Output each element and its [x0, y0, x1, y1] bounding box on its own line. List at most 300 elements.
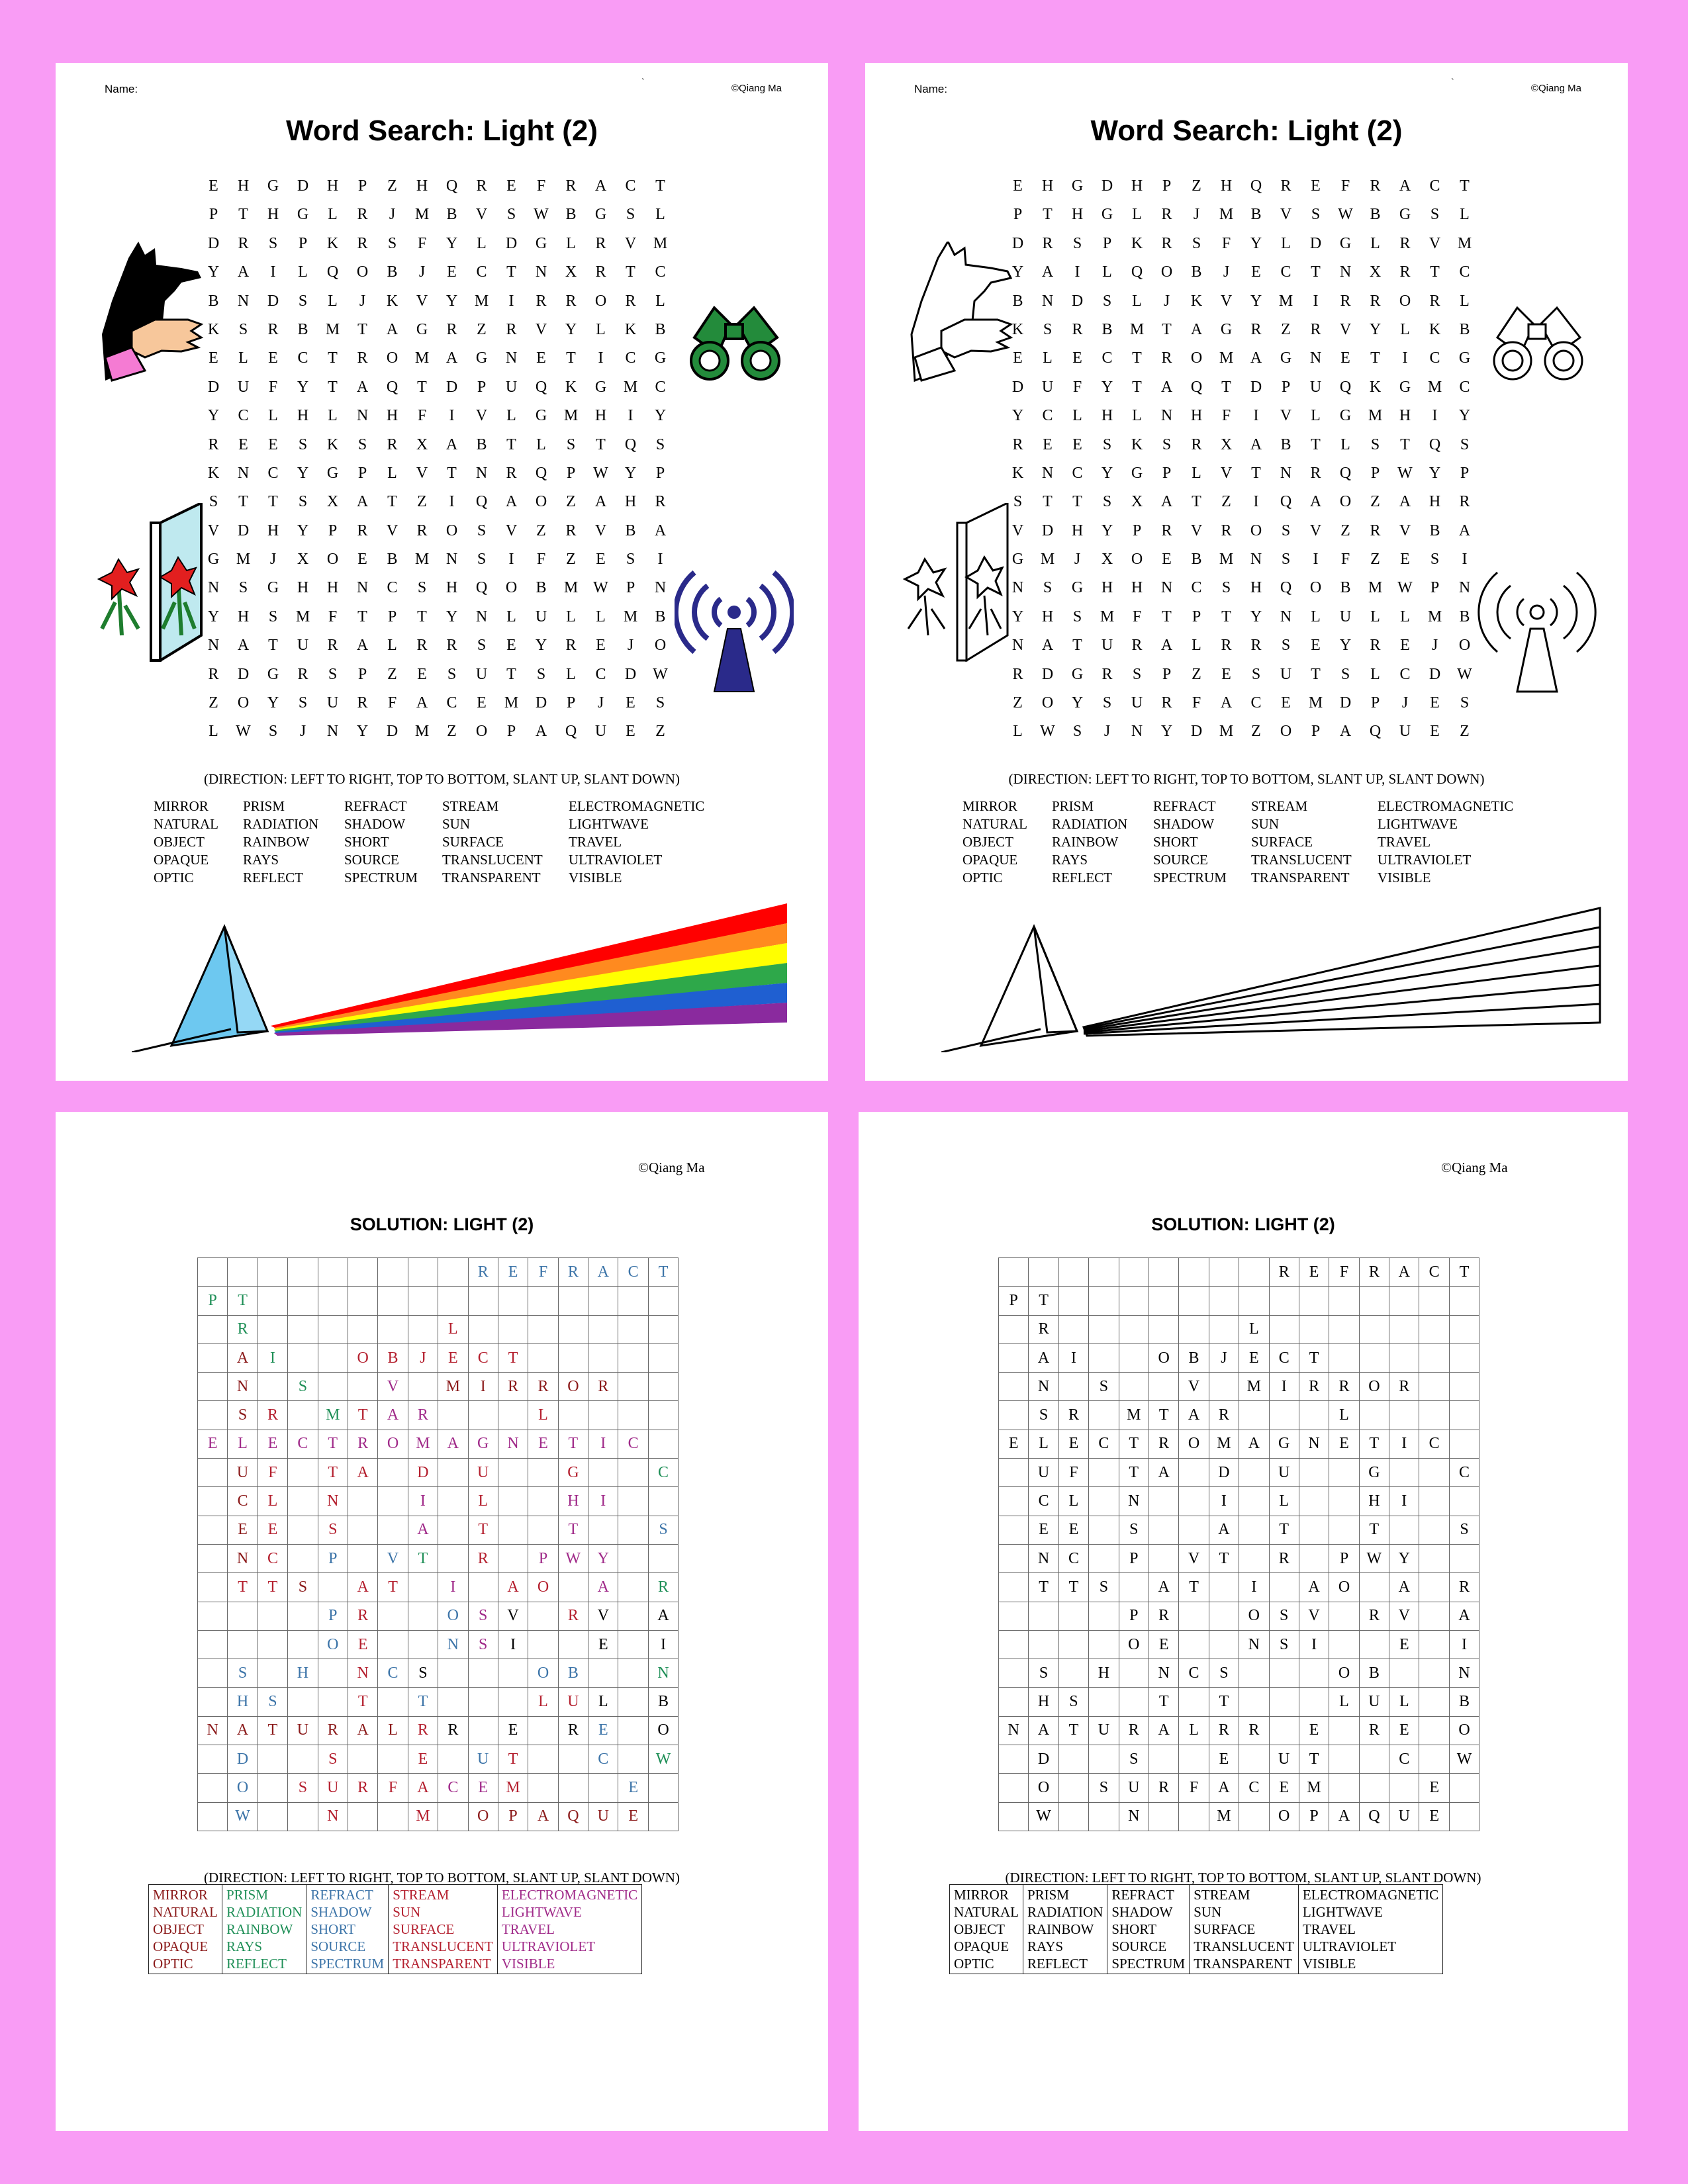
- grid-letter[interactable]: R: [565, 522, 577, 539]
- grid-letter[interactable]: F: [417, 234, 427, 252]
- grid-letter[interactable]: M: [623, 608, 638, 625]
- grid-letter[interactable]: Y: [445, 234, 458, 252]
- grid-letter[interactable]: E: [626, 694, 635, 712]
- grid-letter[interactable]: G: [207, 551, 220, 569]
- grid-letter[interactable]: R: [595, 263, 606, 281]
- grid-letter[interactable]: M: [414, 349, 430, 367]
- grid-letter[interactable]: Q: [624, 435, 637, 453]
- grid-letter[interactable]: L: [238, 349, 248, 367]
- grid-letter[interactable]: Q: [1131, 263, 1143, 281]
- grid-letter[interactable]: L: [655, 292, 665, 310]
- grid-letter[interactable]: G: [1339, 407, 1352, 425]
- grid-letter[interactable]: Q: [1190, 378, 1203, 396]
- grid-letter[interactable]: S: [1102, 435, 1112, 453]
- grid-letter[interactable]: R: [595, 234, 606, 252]
- grid-letter[interactable]: Y: [1101, 522, 1113, 539]
- grid-letter[interactable]: A: [445, 349, 458, 367]
- grid-letter[interactable]: Y: [1160, 723, 1173, 741]
- grid-letter[interactable]: E: [447, 263, 457, 281]
- grid-letter[interactable]: H: [445, 579, 458, 597]
- grid-letter[interactable]: M: [1368, 407, 1383, 425]
- grid-letter[interactable]: S: [1072, 723, 1082, 741]
- grid-letter[interactable]: H: [1250, 579, 1262, 597]
- grid-letter[interactable]: S: [1460, 435, 1470, 453]
- grid-letter[interactable]: H: [1101, 579, 1113, 597]
- grid-letter[interactable]: R: [506, 320, 517, 338]
- grid-letter[interactable]: H: [1131, 177, 1143, 195]
- grid-letter[interactable]: E: [596, 551, 606, 569]
- grid-letter[interactable]: G: [1458, 349, 1471, 367]
- grid-letter[interactable]: Y: [207, 407, 220, 425]
- grid-letter[interactable]: T: [1072, 637, 1082, 655]
- grid-letter[interactable]: R: [476, 177, 487, 195]
- grid-letter[interactable]: Q: [1339, 378, 1352, 396]
- grid-letter[interactable]: R: [1250, 320, 1262, 338]
- grid-letter[interactable]: L: [1072, 407, 1082, 425]
- grid-letter[interactable]: T: [268, 493, 278, 511]
- grid-letter[interactable]: M: [1368, 579, 1383, 597]
- grid-letter[interactable]: S: [1132, 665, 1142, 683]
- grid-letter[interactable]: C: [1072, 464, 1083, 482]
- grid-letter[interactable]: J: [1431, 637, 1438, 655]
- grid-letter[interactable]: N: [1458, 579, 1471, 597]
- grid-letter[interactable]: S: [238, 579, 248, 597]
- grid-letter[interactable]: J: [418, 263, 426, 281]
- grid-letter[interactable]: J: [627, 637, 634, 655]
- grid-letter[interactable]: S: [1102, 694, 1112, 712]
- grid-letter[interactable]: H: [386, 407, 399, 425]
- grid-letter[interactable]: K: [1011, 320, 1024, 338]
- grid-letter[interactable]: H: [1041, 177, 1054, 195]
- grid-letter[interactable]: R: [1221, 522, 1232, 539]
- grid-letter[interactable]: M: [414, 551, 430, 569]
- grid-letter[interactable]: E: [596, 637, 606, 655]
- grid-letter[interactable]: T: [1221, 608, 1231, 625]
- grid-letter[interactable]: Y: [297, 522, 309, 539]
- grid-letter[interactable]: P: [1370, 464, 1380, 482]
- grid-letter[interactable]: T: [1370, 349, 1380, 367]
- grid-letter[interactable]: R: [416, 522, 428, 539]
- grid-letter[interactable]: L: [268, 407, 278, 425]
- grid-letter[interactable]: C: [625, 349, 636, 367]
- grid-letter[interactable]: L: [1013, 723, 1023, 741]
- grid-letter[interactable]: V: [416, 464, 428, 482]
- grid-letter[interactable]: E: [626, 723, 635, 741]
- grid-letter[interactable]: I: [598, 349, 604, 367]
- grid-letter[interactable]: P: [328, 522, 338, 539]
- grid-letter[interactable]: E: [1281, 694, 1291, 712]
- grid-letter[interactable]: N: [1041, 464, 1054, 482]
- grid-letter[interactable]: T: [328, 378, 338, 396]
- grid-letter[interactable]: J: [1401, 694, 1409, 712]
- grid-letter[interactable]: D: [1339, 694, 1352, 712]
- grid-letter[interactable]: N: [356, 407, 369, 425]
- grid-letter[interactable]: G: [416, 320, 428, 338]
- grid-letter[interactable]: D: [1041, 522, 1054, 539]
- grid-letter[interactable]: C: [267, 464, 279, 482]
- grid-letter[interactable]: W: [1397, 579, 1413, 597]
- grid-letter[interactable]: V: [535, 320, 547, 338]
- grid-letter[interactable]: R: [506, 464, 517, 482]
- grid-letter[interactable]: I: [1313, 551, 1319, 569]
- grid-letter[interactable]: T: [506, 665, 516, 683]
- grid-letter[interactable]: W: [534, 206, 549, 224]
- grid-letter[interactable]: C: [1459, 378, 1470, 396]
- grid-letter[interactable]: T: [566, 349, 576, 367]
- grid-letter[interactable]: N: [356, 579, 369, 597]
- grid-letter[interactable]: D: [445, 378, 458, 396]
- grid-letter[interactable]: O: [356, 263, 369, 281]
- grid-letter[interactable]: B: [297, 320, 308, 338]
- grid-letter[interactable]: Y: [1101, 464, 1113, 482]
- grid-letter[interactable]: N: [1250, 551, 1262, 569]
- grid-letter[interactable]: J: [269, 551, 277, 569]
- grid-letter[interactable]: Y: [1011, 608, 1024, 625]
- grid-letter[interactable]: A: [386, 320, 399, 338]
- grid-letter[interactable]: S: [1072, 608, 1082, 625]
- grid-letter[interactable]: C: [1042, 407, 1053, 425]
- grid-letter[interactable]: T: [655, 177, 665, 195]
- grid-letter[interactable]: S: [387, 234, 397, 252]
- grid-letter[interactable]: U: [1101, 637, 1113, 655]
- grid-letter[interactable]: O: [445, 522, 458, 539]
- grid-letter[interactable]: Z: [1192, 665, 1201, 683]
- grid-letter[interactable]: U: [1309, 378, 1322, 396]
- grid-letter[interactable]: E: [1430, 694, 1440, 712]
- grid-letter[interactable]: I: [449, 407, 455, 425]
- grid-letter[interactable]: L: [328, 206, 338, 224]
- grid-letter[interactable]: Y: [1011, 407, 1024, 425]
- grid-letter[interactable]: D: [386, 723, 399, 741]
- grid-letter[interactable]: Y: [1369, 320, 1382, 338]
- grid-letter[interactable]: R: [297, 665, 308, 683]
- grid-letter[interactable]: R: [387, 435, 398, 453]
- grid-letter[interactable]: E: [238, 435, 248, 453]
- grid-letter[interactable]: I: [1253, 493, 1259, 511]
- grid-letter[interactable]: O: [535, 493, 547, 511]
- grid-letter[interactable]: P: [566, 464, 576, 482]
- grid-letter[interactable]: I: [1432, 407, 1438, 425]
- grid-letter[interactable]: Y: [1429, 464, 1441, 482]
- grid-letter[interactable]: Z: [536, 522, 546, 539]
- grid-letter[interactable]: P: [1132, 522, 1142, 539]
- grid-letter[interactable]: T: [387, 493, 397, 511]
- grid-letter[interactable]: O: [505, 579, 518, 597]
- grid-letter[interactable]: L: [328, 407, 338, 425]
- grid-letter[interactable]: D: [237, 665, 250, 683]
- grid-letter[interactable]: Q: [535, 378, 547, 396]
- grid-letter[interactable]: O: [1339, 493, 1352, 511]
- grid-letter[interactable]: C: [1102, 349, 1113, 367]
- grid-letter[interactable]: T: [506, 263, 516, 281]
- grid-letter[interactable]: A: [654, 522, 667, 539]
- grid-letter[interactable]: F: [1221, 407, 1231, 425]
- grid-letter[interactable]: Y: [267, 694, 279, 712]
- grid-letter[interactable]: R: [565, 292, 577, 310]
- grid-letter[interactable]: R: [1012, 435, 1023, 453]
- grid-letter[interactable]: N: [535, 263, 547, 281]
- grid-letter[interactable]: Z: [655, 723, 665, 741]
- grid-letter[interactable]: E: [209, 177, 218, 195]
- grid-letter[interactable]: H: [267, 522, 279, 539]
- grid-letter[interactable]: G: [1280, 349, 1292, 367]
- grid-letter[interactable]: V: [207, 522, 220, 539]
- grid-letter[interactable]: D: [237, 522, 250, 539]
- grid-letter[interactable]: M: [1040, 551, 1055, 569]
- grid-letter[interactable]: C: [655, 263, 666, 281]
- grid-letter[interactable]: S: [298, 493, 308, 511]
- grid-letter[interactable]: J: [299, 723, 306, 741]
- grid-letter[interactable]: G: [267, 579, 279, 597]
- grid-letter[interactable]: B: [1340, 579, 1351, 597]
- grid-letter[interactable]: X: [326, 493, 339, 511]
- grid-letter[interactable]: U: [326, 694, 339, 712]
- grid-letter[interactable]: I: [449, 493, 455, 511]
- grid-letter[interactable]: S: [1251, 665, 1261, 683]
- grid-letter[interactable]: F: [1072, 378, 1082, 396]
- grid-letter[interactable]: W: [653, 665, 668, 683]
- grid-letter[interactable]: R: [416, 637, 428, 655]
- grid-letter[interactable]: L: [1400, 320, 1410, 338]
- grid-letter[interactable]: T: [268, 637, 278, 655]
- grid-letter[interactable]: O: [1250, 522, 1262, 539]
- grid-letter[interactable]: S: [1430, 551, 1440, 569]
- grid-letter[interactable]: F: [417, 407, 427, 425]
- grid-letter[interactable]: V: [1220, 464, 1233, 482]
- grid-letter[interactable]: H: [416, 177, 428, 195]
- grid-letter[interactable]: C: [625, 177, 636, 195]
- grid-letter[interactable]: C: [238, 407, 249, 425]
- grid-letter[interactable]: A: [1160, 637, 1173, 655]
- grid-letter[interactable]: G: [1071, 579, 1084, 597]
- grid-letter[interactable]: I: [1074, 263, 1080, 281]
- grid-letter[interactable]: L: [1460, 206, 1470, 224]
- grid-letter[interactable]: N: [475, 608, 488, 625]
- grid-letter[interactable]: T: [238, 206, 248, 224]
- grid-letter[interactable]: P: [477, 378, 487, 396]
- grid-letter[interactable]: B: [387, 263, 398, 281]
- grid-letter[interactable]: Z: [1013, 694, 1023, 712]
- grid-letter[interactable]: G: [1101, 206, 1113, 224]
- grid-letter[interactable]: P: [1430, 579, 1440, 597]
- grid-letter[interactable]: L: [387, 464, 397, 482]
- grid-letter[interactable]: J: [1223, 263, 1230, 281]
- grid-letter[interactable]: K: [1190, 292, 1203, 310]
- grid-letter[interactable]: S: [298, 694, 308, 712]
- grid-letter[interactable]: K: [326, 435, 339, 453]
- grid-letter[interactable]: M: [563, 407, 579, 425]
- grid-letter[interactable]: E: [268, 349, 278, 367]
- grid-letter[interactable]: R: [625, 292, 636, 310]
- grid-letter[interactable]: L: [655, 206, 665, 224]
- grid-letter[interactable]: O: [1190, 349, 1203, 367]
- grid-letter[interactable]: Z: [1281, 320, 1291, 338]
- grid-letter[interactable]: S: [238, 320, 248, 338]
- grid-letter[interactable]: K: [1369, 378, 1382, 396]
- grid-letter[interactable]: D: [1250, 378, 1262, 396]
- grid-letter[interactable]: E: [357, 551, 367, 569]
- grid-letter[interactable]: H: [1220, 177, 1233, 195]
- grid-letter[interactable]: B: [208, 292, 219, 310]
- grid-letter[interactable]: G: [1399, 206, 1411, 224]
- grid-letter[interactable]: E: [1311, 637, 1321, 655]
- grid-letter[interactable]: L: [1370, 665, 1380, 683]
- grid-letter[interactable]: V: [1339, 320, 1352, 338]
- grid-letter[interactable]: Z: [477, 320, 487, 338]
- grid-letter[interactable]: M: [414, 206, 430, 224]
- grid-letter[interactable]: E: [1251, 263, 1261, 281]
- grid-letter[interactable]: S: [1370, 435, 1380, 453]
- grid-letter[interactable]: E: [1072, 349, 1082, 367]
- grid-letter[interactable]: D: [535, 694, 547, 712]
- grid-letter[interactable]: C: [1280, 263, 1291, 281]
- grid-letter[interactable]: L: [1192, 464, 1201, 482]
- grid-letter[interactable]: Q: [475, 493, 488, 511]
- grid-letter[interactable]: P: [1311, 723, 1321, 741]
- grid-letter[interactable]: U: [475, 665, 488, 683]
- grid-letter[interactable]: R: [1161, 694, 1172, 712]
- grid-letter[interactable]: T: [1430, 263, 1440, 281]
- grid-letter[interactable]: Y: [207, 263, 220, 281]
- grid-letter[interactable]: E: [1072, 435, 1082, 453]
- grid-letter[interactable]: A: [1250, 435, 1262, 453]
- grid-letter[interactable]: V: [1011, 522, 1024, 539]
- grid-letter[interactable]: U: [1339, 608, 1352, 625]
- grid-letter[interactable]: A: [237, 637, 250, 655]
- grid-letter[interactable]: E: [1043, 435, 1053, 453]
- grid-letter[interactable]: B: [1102, 320, 1113, 338]
- grid-letter[interactable]: G: [326, 464, 339, 482]
- grid-letter[interactable]: S: [268, 234, 278, 252]
- grid-letter[interactable]: G: [594, 378, 607, 396]
- grid-letter[interactable]: Y: [624, 464, 637, 482]
- grid-letter[interactable]: N: [237, 292, 250, 310]
- grid-letter[interactable]: R: [267, 320, 279, 338]
- grid-letter[interactable]: A: [1309, 493, 1322, 511]
- grid-letter[interactable]: N: [207, 579, 220, 597]
- grid-letter[interactable]: K: [624, 320, 637, 338]
- grid-letter[interactable]: V: [1280, 407, 1292, 425]
- grid-letter[interactable]: Y: [1250, 292, 1262, 310]
- grid-letter[interactable]: L: [1281, 234, 1291, 252]
- grid-letter[interactable]: L: [506, 407, 516, 425]
- grid-letter[interactable]: G: [297, 206, 309, 224]
- grid-letter[interactable]: A: [356, 637, 369, 655]
- grid-letter[interactable]: H: [594, 407, 607, 425]
- grid-letter[interactable]: D: [1429, 665, 1441, 683]
- grid-letter[interactable]: P: [1281, 378, 1291, 396]
- grid-letter[interactable]: T: [1400, 435, 1410, 453]
- grid-letter[interactable]: L: [298, 263, 308, 281]
- grid-letter[interactable]: R: [655, 493, 666, 511]
- grid-letter[interactable]: R: [1221, 637, 1232, 655]
- grid-letter[interactable]: O: [1041, 694, 1054, 712]
- grid-letter[interactable]: S: [1162, 435, 1172, 453]
- grid-letter[interactable]: O: [1458, 637, 1471, 655]
- grid-letter[interactable]: V: [1220, 292, 1233, 310]
- grid-letter[interactable]: C: [595, 665, 606, 683]
- grid-letter[interactable]: M: [653, 234, 668, 252]
- grid-letter[interactable]: S: [626, 206, 635, 224]
- grid-letter[interactable]: Y: [1011, 263, 1024, 281]
- grid-letter[interactable]: N: [654, 579, 667, 597]
- grid-letter[interactable]: Z: [566, 551, 576, 569]
- grid-letter[interactable]: R: [1459, 493, 1470, 511]
- grid-letter[interactable]: N: [326, 723, 339, 741]
- grid-letter[interactable]: E: [1400, 637, 1410, 655]
- grid-letter[interactable]: M: [1219, 723, 1234, 741]
- grid-letter[interactable]: H: [1190, 407, 1203, 425]
- grid-letter[interactable]: B: [1250, 206, 1262, 224]
- grid-letter[interactable]: T: [1132, 378, 1142, 396]
- grid-letter[interactable]: S: [1043, 579, 1053, 597]
- grid-letter[interactable]: Q: [1280, 493, 1292, 511]
- grid-letter[interactable]: C: [387, 579, 398, 597]
- grid-letter[interactable]: I: [1313, 292, 1319, 310]
- grid-letter[interactable]: F: [536, 551, 546, 569]
- grid-letter[interactable]: S: [328, 665, 338, 683]
- grid-letter[interactable]: P: [357, 177, 367, 195]
- grid-letter[interactable]: W: [1457, 665, 1472, 683]
- grid-letter[interactable]: V: [386, 522, 399, 539]
- grid-letter[interactable]: R: [565, 177, 577, 195]
- grid-letter[interactable]: A: [1190, 320, 1203, 338]
- grid-letter[interactable]: P: [655, 464, 665, 482]
- grid-letter[interactable]: L: [1132, 292, 1142, 310]
- grid-letter[interactable]: Q: [386, 378, 399, 396]
- grid-letter[interactable]: M: [1308, 694, 1323, 712]
- grid-letter[interactable]: J: [359, 292, 366, 310]
- grid-letter[interactable]: B: [536, 579, 547, 597]
- grid-letter[interactable]: U: [297, 637, 309, 655]
- grid-letter[interactable]: M: [1278, 292, 1293, 310]
- grid-letter[interactable]: O: [594, 292, 607, 310]
- grid-letter[interactable]: H: [1041, 608, 1054, 625]
- grid-letter[interactable]: M: [563, 579, 579, 597]
- grid-letter[interactable]: R: [1310, 320, 1321, 338]
- grid-letter[interactable]: B: [1191, 263, 1202, 281]
- grid-letter[interactable]: A: [594, 177, 607, 195]
- grid-letter[interactable]: T: [1460, 177, 1470, 195]
- grid-letter[interactable]: O: [326, 551, 339, 569]
- grid-letter[interactable]: L: [1311, 608, 1321, 625]
- grid-letter[interactable]: O: [386, 349, 399, 367]
- grid-letter[interactable]: N: [1011, 637, 1024, 655]
- grid-letter[interactable]: Q: [475, 579, 488, 597]
- grid-letter[interactable]: A: [1160, 378, 1173, 396]
- grid-letter[interactable]: H: [326, 579, 339, 597]
- grid-letter[interactable]: A: [1160, 493, 1173, 511]
- grid-letter[interactable]: S: [1281, 551, 1291, 569]
- grid-letter[interactable]: M: [295, 608, 310, 625]
- grid-letter[interactable]: P: [357, 665, 367, 683]
- grid-letter[interactable]: S: [1013, 493, 1023, 511]
- grid-letter[interactable]: G: [594, 206, 607, 224]
- grid-letter[interactable]: L: [1400, 608, 1410, 625]
- grid-letter[interactable]: Y: [565, 320, 577, 338]
- grid-letter[interactable]: A: [237, 263, 250, 281]
- grid-letter[interactable]: J: [1074, 551, 1081, 569]
- grid-letter[interactable]: H: [237, 177, 250, 195]
- grid-letter[interactable]: J: [1103, 723, 1111, 741]
- grid-letter[interactable]: S: [447, 665, 457, 683]
- grid-letter[interactable]: R: [1250, 637, 1262, 655]
- grid-letter[interactable]: L: [596, 608, 606, 625]
- grid-letter[interactable]: D: [1071, 292, 1084, 310]
- grid-letter[interactable]: A: [1458, 522, 1471, 539]
- grid-letter[interactable]: R: [1370, 177, 1381, 195]
- grid-letter[interactable]: R: [1370, 637, 1381, 655]
